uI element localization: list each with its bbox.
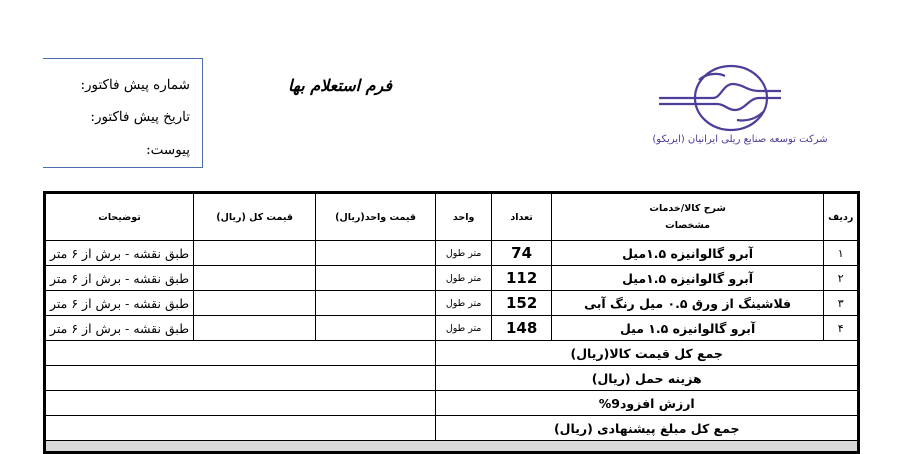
summary-row [45,366,859,391]
table-footer-band [45,441,859,453]
row-number: ۲ [824,266,859,291]
row-number: ۱ [824,241,859,266]
row-unit-price [316,266,436,291]
row-quantity: 74 [492,241,552,266]
row-notes: طبق نقشه - برش از ۶ متر [45,291,194,316]
table-row [45,291,859,316]
invoice-number-label: شماره پیش فاکتور: [80,77,190,93]
row-unit-price [316,316,436,341]
table-row [45,316,859,341]
table-row [45,241,859,266]
row-description: آبرو گالوانیزه ۱.۵میل [552,266,824,291]
row-quantity: 148 [492,316,552,341]
summary-row [45,341,859,366]
company-logo-icon [655,58,785,138]
row-quantity: 112 [492,266,552,291]
col-unit: واحد [436,193,492,241]
col-description [552,193,824,241]
row-total-price [194,266,316,291]
summary-value [45,391,436,416]
row-unit: متر طول [436,291,492,316]
col-quantity: تعداد [492,193,552,241]
row-notes: طبق نقشه - برش از ۶ متر [45,241,194,266]
row-number: ۳ [824,291,859,316]
row-notes: طبق نقشه - برش از ۶ متر [45,316,194,341]
summary-label: جمع کل مبلغ پیشنهادی (ریال) [436,416,859,441]
row-unit-price [316,291,436,316]
summary-label: هزینه حمل (ریال) [436,366,859,391]
row-number: ۴ [824,316,859,341]
summary-row [45,416,859,441]
col-description-line1: شرح کالا/خدمات [649,203,726,214]
col-row-no: ردیف [824,193,859,241]
attachment-label: پیوست: [146,142,190,158]
table-header-row [45,193,859,241]
row-description: آبرو گالوانیزه ۱.۵میل [552,241,824,266]
row-total-price [194,291,316,316]
price-inquiry-table [43,191,860,454]
row-notes: طبق نقشه - برش از ۶ متر [45,266,194,291]
row-unit: متر طول [436,266,492,291]
col-description-line2: مشخصات [665,220,711,231]
col-unit-price: قیمت واحد(ریال) [316,193,436,241]
summary-value [45,416,436,441]
row-description: آبرو گالوانیزه ۱.۵ میل [552,316,824,341]
footer-shade [45,441,859,453]
summary-label: ارزش افزود9% [436,391,859,416]
row-unit: متر طول [436,316,492,341]
company-name: شرکت توسعه صنایع ریلی ایرانیان (ایریکو) [652,134,828,145]
row-unit: متر طول [436,241,492,266]
col-total-price: قیمت کل (ریال) [194,193,316,241]
table-row [45,266,859,291]
col-notes: توضیحات [45,193,194,241]
summary-value [45,366,436,391]
row-total-price [194,316,316,341]
summary-value [45,341,436,366]
invoice-date-label: تاریخ پیش فاکتور: [90,109,190,125]
row-description: فلاشینگ از ورق ۰.۵ میل رنگ آبی [552,291,824,316]
summary-row [45,391,859,416]
form-title: فرم استعلام بها [287,76,393,95]
invoice-info-box [43,58,203,168]
summary-label: جمع کل قیمت کالا(ریال) [436,341,859,366]
row-quantity: 152 [492,291,552,316]
row-total-price [194,241,316,266]
row-unit-price [316,241,436,266]
